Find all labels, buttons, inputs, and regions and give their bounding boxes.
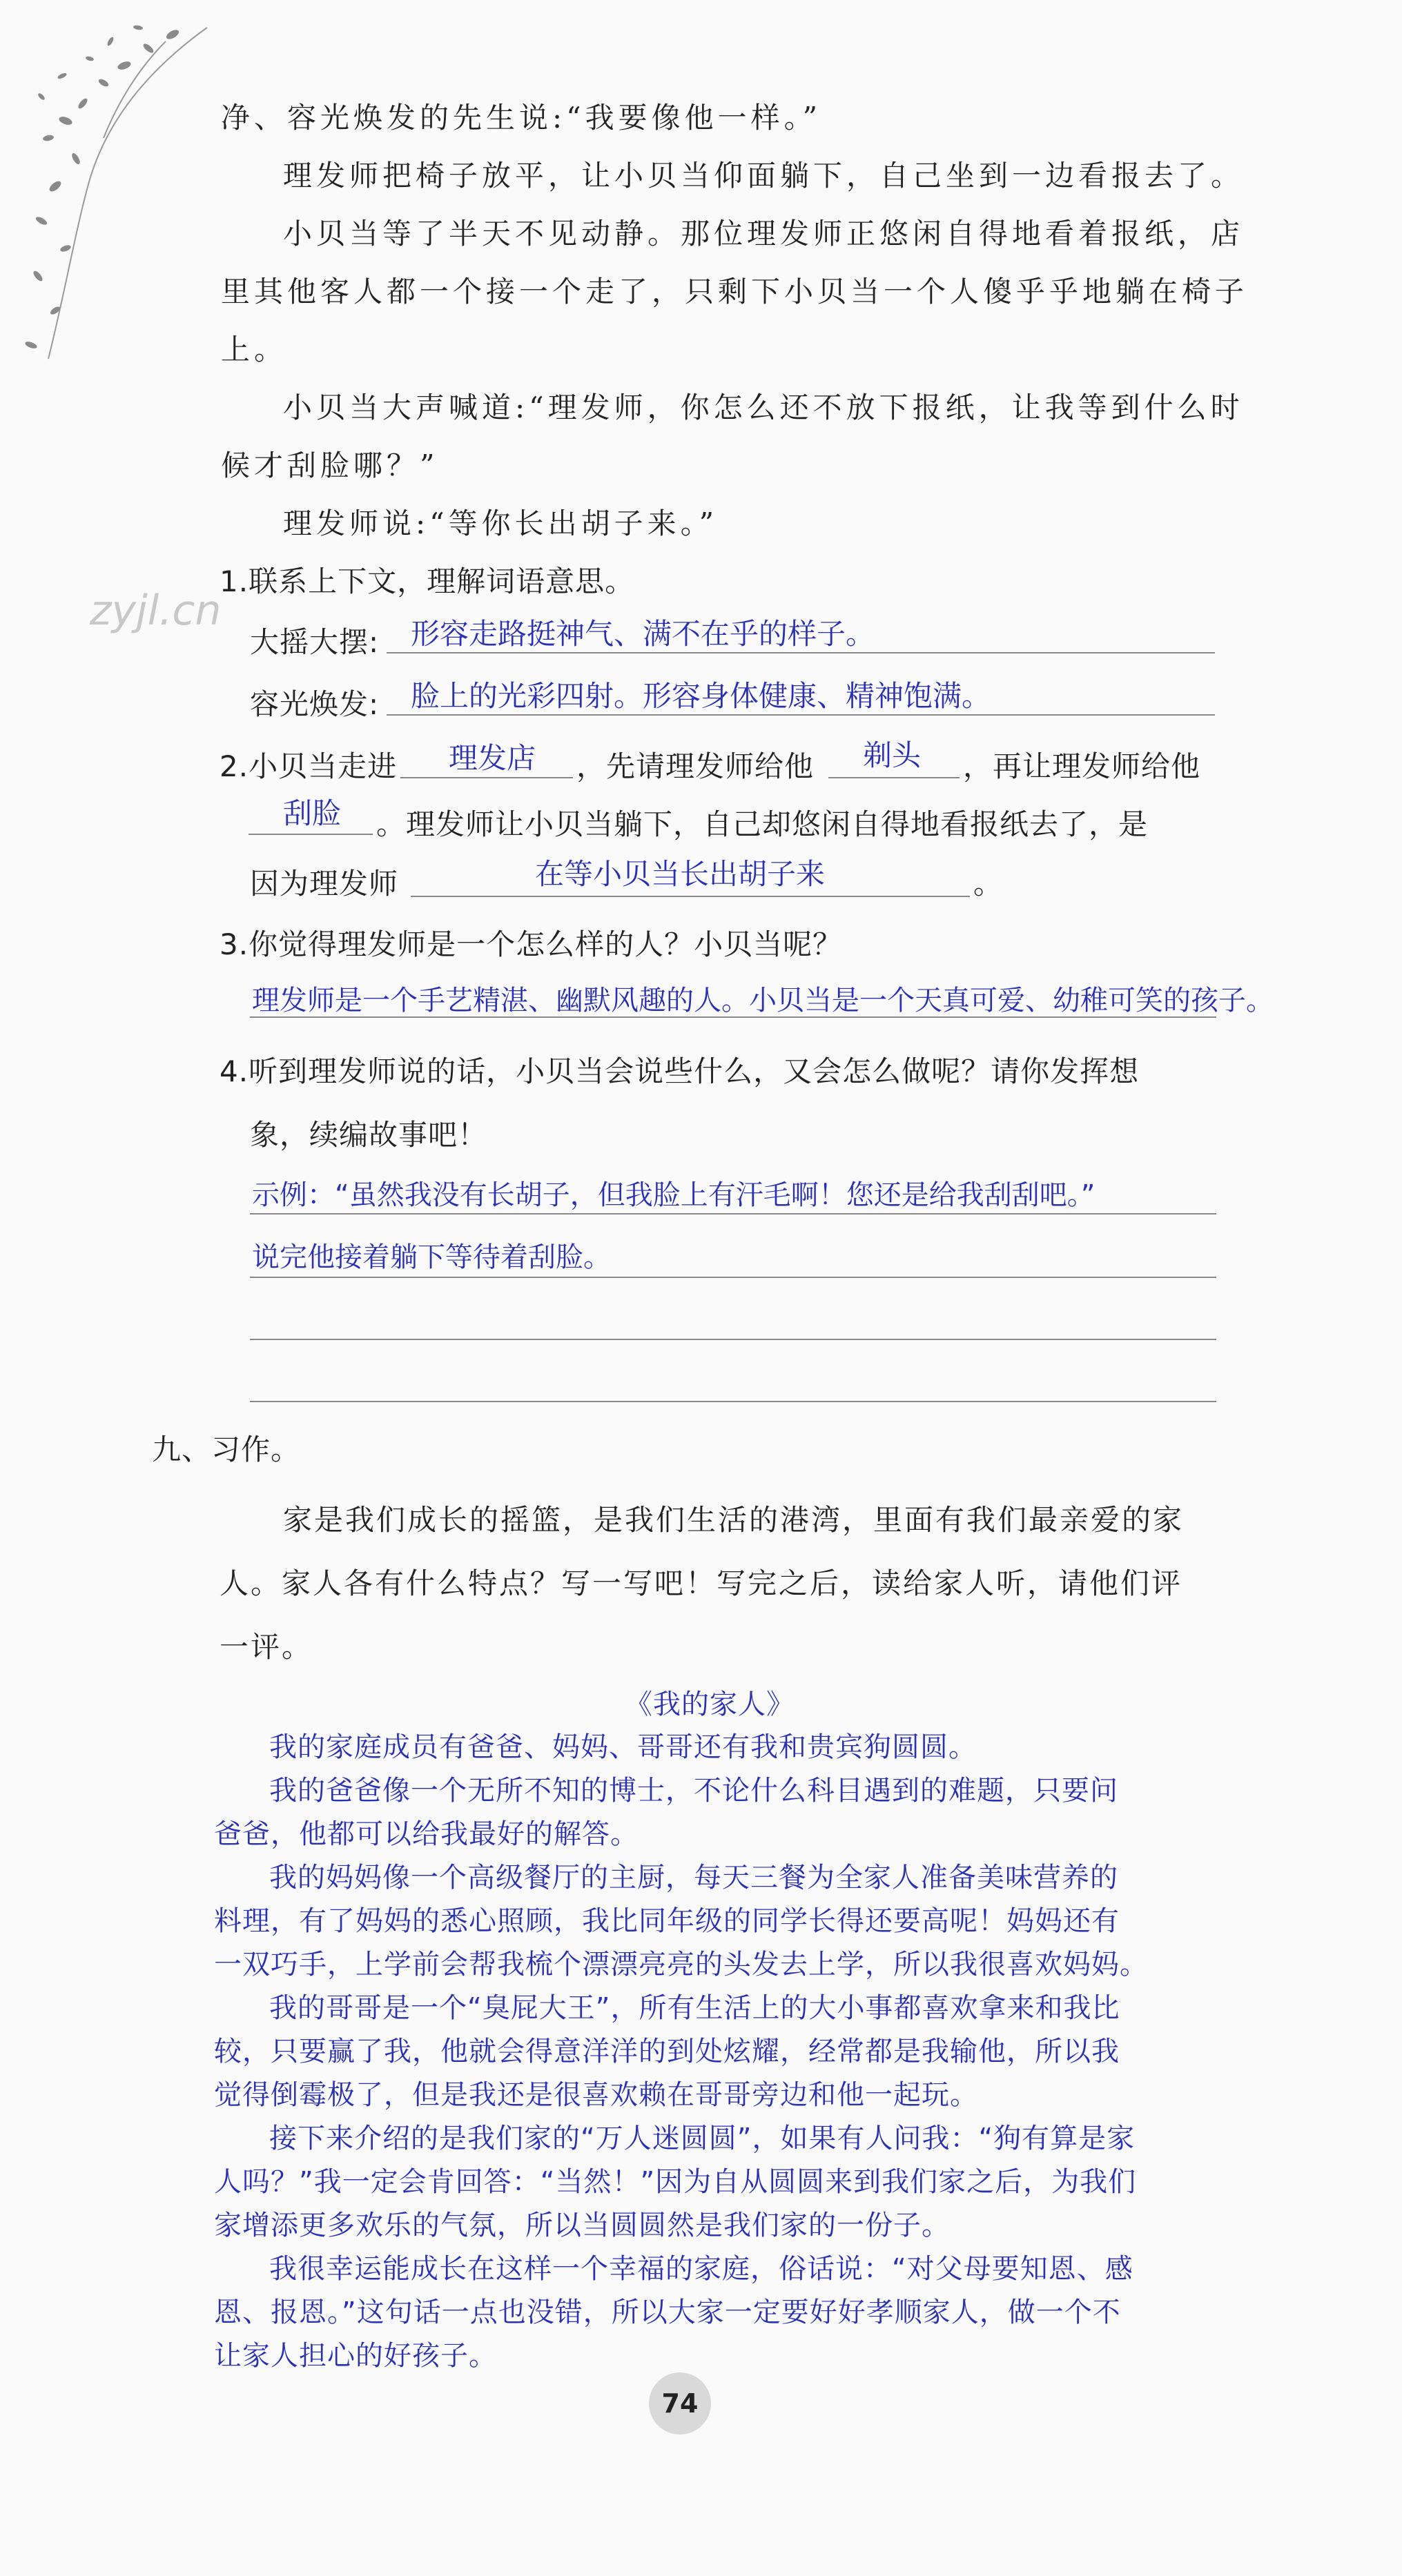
q1-term: 大摇大摆: <box>250 625 380 659</box>
q2-answer-reason: 在等小贝当长出胡子来 <box>535 857 826 891</box>
essay-line: 我很幸运能成长在这样一个幸福的家庭，俗话说：“对父母要知恩、感 <box>269 2253 1133 2285</box>
answer-line <box>400 777 573 778</box>
section-instruction: 人。家人各有什么特点？写一写吧！写完之后，读给家人听，请他们评 <box>220 1566 1183 1600</box>
q4-answer: 说完他接着躺下等待着刮脸。 <box>252 1241 611 1273</box>
essay-line: 我的妈妈像一个高级餐厅的主厨，每天三餐为全家人准备美味营养的 <box>269 1862 1118 1894</box>
q2-text: 因为理发师 <box>250 867 399 901</box>
q1-term: 容光焕发: <box>250 687 380 721</box>
essay-line: 接下来介绍的是我们家的“万人迷圆圆”，如果有人问我：“狗有算是家 <box>269 2123 1136 2154</box>
q2-text: 。理发师让小贝当躺下，自己却悠闲自得地看报纸去了，是 <box>376 807 1149 841</box>
q2-text: 2.小贝当走进 <box>220 749 398 783</box>
answer-line <box>411 896 970 897</box>
answer-line <box>387 652 1215 653</box>
section-instruction: 一评。 <box>220 1630 313 1664</box>
q2-answer-shop: 理发店 <box>449 741 536 775</box>
page-number: 74 <box>649 2372 711 2435</box>
q3-prompt: 3.你觉得理发师是一个怎么样的人？小贝当呢？ <box>220 927 843 961</box>
answer-line <box>250 1339 1216 1340</box>
q1-answer: 脸上的光彩四射。形容身体健康、精神饱满。 <box>411 679 991 713</box>
q4-prompt: 4.听到理发师说的话，小贝当会说些什么，又会怎么做呢？请你发挥想 <box>220 1054 1140 1088</box>
q2-answer-shave: 刮脸 <box>283 796 342 830</box>
essay-line: 恩、报恩。”这句话一点也没错，所以大家一定要好好孝顺家人，做一个不 <box>214 2297 1121 2328</box>
story-line: 理发师说:“等你长出胡子来。” <box>283 507 719 540</box>
essay-line: 我的家庭成员有爸爸、妈妈、哥哥还有我和贵宾狗圆圆。 <box>269 1731 977 1763</box>
watermark: zyjl.cn <box>90 587 222 635</box>
essay-line: 人吗？”我一定会肯回答：“当然！”因为自从圆圆来到我们家之后，为我们 <box>214 2166 1137 2198</box>
essay-line: 让家人担心的好孩子。 <box>214 2340 497 2372</box>
answer-line <box>249 834 373 835</box>
answer-line <box>250 1016 1216 1018</box>
essay-line: 一双巧手，上学前会帮我梳个漂漂亮亮的头发去上学，所以我很喜欢妈妈。 <box>214 1949 1148 1980</box>
story-line: 候才刮脸哪？” <box>221 449 439 482</box>
essay-line: 觉得倒霉极了，但是我还是很喜欢赖在哥哥旁边和他一起玩。 <box>214 2079 978 2111</box>
essay-line: 家增添更多欢乐的气氛，所以当圆圆然是我们家的一份子。 <box>214 2210 950 2241</box>
essay-line: 爸爸，他都可以给我最好的解答。 <box>214 1818 639 1850</box>
story-line: 理发师把椅子放平，让小贝当仰面躺下，自己坐到一边看报去了。 <box>283 159 1245 193</box>
answer-line <box>250 1277 1216 1278</box>
q2-answer-haircut: 剃头 <box>863 738 922 772</box>
q3-answer: 理发师是一个手艺精湛、幽默风趣的人。小贝当是一个天真可爱、幼稚可笑的孩子。 <box>252 985 1274 1016</box>
leaf-decoration-icon <box>0 0 249 414</box>
essay-line: 料理，有了妈妈的悉心照顾，我比同年级的同学长得还要高呢！妈妈还有 <box>214 1905 1120 1937</box>
q4-prompt: 象，续编故事吧！ <box>250 1118 488 1152</box>
q2-text: ，再让理发师给他 <box>963 749 1201 783</box>
q1-prompt: 1.联系上下文，理解词语意思。 <box>220 564 635 598</box>
story-line: 小贝当等了半天不见动静。那位理发师正悠闲自得地看着报纸，店 <box>283 217 1245 250</box>
q4-answer: 示例：“虽然我没有长胡子，但我脸上有汗毛啊！您还是给我刮刮吧。” <box>252 1179 1096 1211</box>
story-line: 上。 <box>221 333 288 366</box>
essay-line: 我的哥哥是一个“臭屁大王”，所有生活上的大小事都喜欢拿来和我比 <box>269 1992 1120 2024</box>
story-line: 小贝当大声喊道:“理发师，你怎么还不放下报纸，让我等到什么时 <box>283 391 1244 424</box>
q2-text: 。 <box>973 867 1004 901</box>
q1-answer: 形容走路挺神气、满不在乎的样子。 <box>411 617 875 651</box>
answer-line <box>250 1401 1216 1402</box>
section-heading: 九、习作。 <box>152 1433 301 1466</box>
essay-line: 我的爸爸像一个无所不知的博士，不论什么科目遇到的难题，只要问 <box>269 1775 1118 1807</box>
q2-text: ，先请理发师给他 <box>576 749 815 783</box>
essay-line: 较，只要赢了我，他就会得意洋洋的到处炫耀，经常都是我输他，所以我 <box>214 2036 1120 2067</box>
answer-line <box>250 1213 1216 1215</box>
story-line: 净、容光焕发的先生说:“我要像他一样。” <box>221 101 822 135</box>
answer-line <box>387 714 1215 716</box>
answer-line <box>828 777 960 778</box>
section-instruction: 家是我们成长的摇篮，是我们生活的港湾，里面有我们最亲爱的家 <box>283 1503 1185 1537</box>
essay-title: 《我的家人》 <box>625 1689 795 1720</box>
story-line: 里其他客人都一个接一个走了，只剩下小贝当一个人傻乎乎地躺在椅子 <box>221 275 1249 308</box>
